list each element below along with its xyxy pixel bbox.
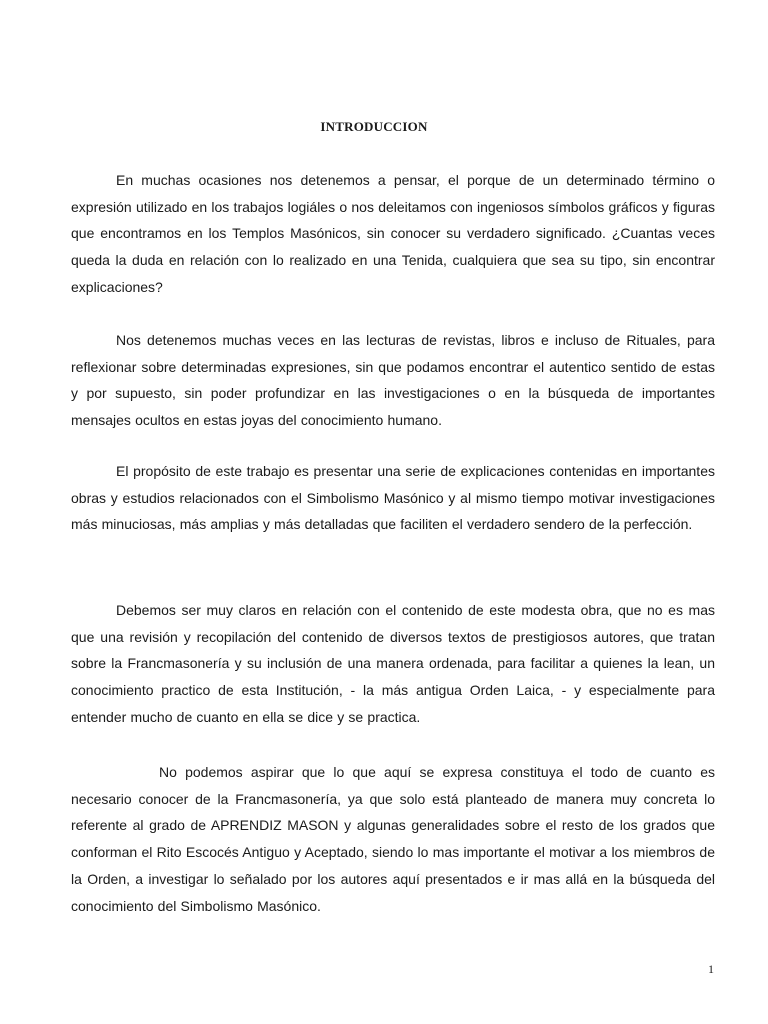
paragraph-2: Nos detenemos muchas veces en las lecturas de revistas, libros e incluso de Rituales, para reflexionar sobre determinadas expresiones, sin que podamos encontrar el autentico sentido de estas y por supuesto, sin poder profundizar en las investigaciones o en la búsqueda de importantes mensajes ocultos en estas joyas del conocimiento humano. — [71, 332, 715, 429]
paragraph-5: No podemos aspirar que lo que aquí se expresa constituya el todo de cuanto es necesario conocer de la Francmasonería, ya que solo está planteado de manera muy concreta lo referente al grado de APRENDIZ MASON y algunas generalidades sobre el resto de los grados que conforman el Rito Escocés Antiguo y Aceptado, siendo lo mas importante el motivar a los miembros de la Orden, a investigar lo señalado por los autores aquí presentados e ir mas allá en la búsqueda del conocimiento del Simbolismo Masónico. — [71, 764, 715, 914]
paragraph-3: El propósito de este trabajo es presentar una serie de explicaciones contenidas en importantes obras y estudios relacionados con el Simbolismo Masónico y al mismo tiempo motivar investigaciones más minuciosas, más amplias y más detalladas que faciliten el verdadero sendero de la perfección. — [71, 463, 715, 533]
page-title: INTRODUCCION — [320, 119, 428, 134]
paragraph-1: En muchas ocasiones nos detenemos a pensar, el porque de un determinado término o expresión utilizado en los trabajos logiáles o nos deleitamos con ingeniosos símbolos gráficos y figuras que encontramos en los Templos Masónicos, sin conocer su verdadero significado. ¿Cuantas veces queda la duda en relación con lo realizado en una Tenida, cualquiera que sea su tipo, sin encontrar explicaciones? — [71, 172, 715, 295]
paragraph-4: Debemos ser muy claros en relación con el contenido de este modesta obra, que no es mas que una revisión y recopilación del contenido de diversos textos de prestigiosos autores, que tratan sobre la Francmasonería y su inclusión de una manera ordenada, para facilitar a quienes la lean, un conocimiento practico de esta Institución, - la más antigua Orden Laica, - y especialmente para entender mucho de cuanto en ella se dice y se practica. — [71, 602, 715, 725]
page-number: 1 — [708, 962, 714, 976]
